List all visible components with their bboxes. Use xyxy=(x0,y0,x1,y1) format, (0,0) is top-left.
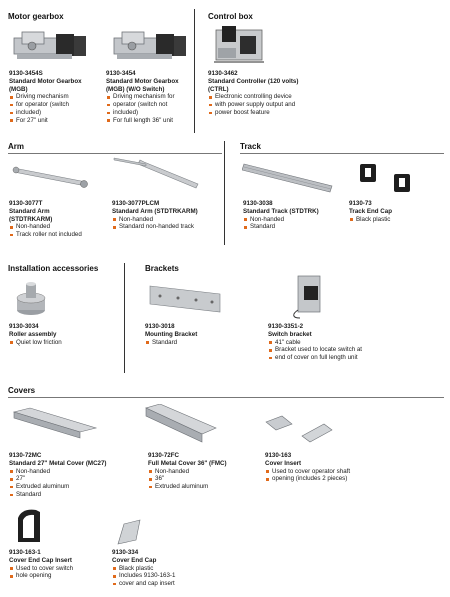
product-name: (MGB) xyxy=(9,85,28,93)
feature-list xyxy=(9,565,109,581)
product-9130-3454S xyxy=(9,70,104,125)
feature-list xyxy=(243,216,338,232)
part-number: 9130-3351-2 xyxy=(268,323,304,330)
feature-item: Bracket used to locate switch at xyxy=(268,346,418,354)
feature-list xyxy=(112,216,222,232)
section-title-brackets: Brackets xyxy=(145,264,179,273)
feature-item: Includes 9130-163-1 xyxy=(112,572,212,580)
product-9130-163-1 xyxy=(9,549,109,580)
feature-item: For full length 36" unit xyxy=(106,117,194,125)
product-9130-3351-2 xyxy=(268,323,418,362)
feature-item: included) xyxy=(9,109,104,117)
product-name: Standard 27" Metal Cover (MC27) xyxy=(9,459,107,467)
motor-gearbox-image xyxy=(12,26,92,66)
divider xyxy=(124,263,125,373)
cover-end-cap-image xyxy=(114,518,144,548)
section-title-motor-gearbox: Motor gearbox xyxy=(8,12,64,21)
part-number: 9130-3034 xyxy=(9,323,39,330)
motor-gearbox-no-switch-image xyxy=(112,26,192,66)
product-name: Track End Cap xyxy=(349,207,392,215)
product-name: Standard Motor Gearbox xyxy=(106,77,179,85)
feature-item: Extruded aluminum xyxy=(9,483,134,491)
feature-item: Quiet low friction xyxy=(9,339,109,347)
feature-list xyxy=(106,93,194,124)
feature-item: Track roller not included xyxy=(9,231,109,239)
product-9130-3077T xyxy=(9,200,109,239)
cover-insert-image xyxy=(262,414,336,444)
feature-list xyxy=(9,339,109,347)
feature-list xyxy=(145,339,245,347)
feature-item: Standard non-handed track xyxy=(112,223,222,231)
cover-end-cap-insert-image xyxy=(14,506,44,546)
part-number: 9130-3077T xyxy=(9,200,43,207)
part-number: 9130-3038 xyxy=(243,200,273,207)
section-title-control-box: Control box xyxy=(208,12,253,21)
feature-item: Used to cover operator shaft xyxy=(265,468,385,476)
feature-list xyxy=(349,216,429,224)
feature-item: with power supply output and xyxy=(208,101,348,109)
product-9130-163 xyxy=(265,452,385,483)
feature-item: Non-handed xyxy=(112,216,222,224)
product-name: Roller assembly xyxy=(9,330,57,338)
metal-cover-27-image xyxy=(10,406,100,440)
track-end-cap-image xyxy=(356,160,416,196)
feature-item: Used to cover switch xyxy=(9,565,109,573)
product-9130-3077PLCM xyxy=(112,200,222,231)
feature-item: operator (switch not xyxy=(106,101,194,109)
product-name: Cover End Cap xyxy=(112,556,157,564)
product-9130-72MC xyxy=(9,452,134,499)
divider xyxy=(194,9,195,133)
product-9130-72FC xyxy=(148,452,258,491)
feature-item: Non-handed xyxy=(9,468,134,476)
part-number: 9130-3454S xyxy=(9,70,43,77)
part-number: 9130-163-1 xyxy=(9,549,41,556)
arm-plcm-image xyxy=(110,156,200,192)
divider xyxy=(8,153,222,154)
feature-item: Black plastic xyxy=(112,565,212,573)
feature-item: Standard xyxy=(243,223,338,231)
feature-item: Extruded aluminum xyxy=(148,483,258,491)
product-name: Switch bracket xyxy=(268,330,312,338)
part-number: 9130-3018 xyxy=(145,323,175,330)
divider xyxy=(8,397,444,398)
product-9130-3018 xyxy=(145,323,245,346)
feature-item: opening (includes 2 pieces) xyxy=(265,475,385,483)
feature-item: Electronic controlling device xyxy=(208,93,348,101)
controller-image xyxy=(210,24,268,68)
part-number: 9130-73 xyxy=(349,200,372,207)
product-name: Standard Track (STDTRK) xyxy=(243,207,319,215)
feature-list xyxy=(9,93,104,124)
feature-item: Standard xyxy=(9,491,134,499)
roller-assembly-image xyxy=(14,280,48,318)
product-name: Cover End Cap Insert xyxy=(9,556,72,564)
feature-list xyxy=(148,468,258,491)
feature-list xyxy=(9,223,109,239)
product-9130-3038 xyxy=(243,200,338,231)
product-name: Standard Arm (STDTRKARM) xyxy=(112,207,198,215)
feature-item: included) xyxy=(106,109,194,117)
feature-item: Standard xyxy=(145,339,245,347)
part-number: 9130-163 xyxy=(265,452,292,459)
product-name: (CTRL) xyxy=(208,85,229,93)
mounting-bracket-image xyxy=(148,282,222,316)
part-number: 9130-3077PLCM xyxy=(112,200,160,207)
part-number: 9130-3462 xyxy=(208,70,238,77)
part-number: 9130-72MC xyxy=(9,452,42,459)
feature-item: for operator (switch xyxy=(9,101,104,109)
feature-item: 41" cable xyxy=(268,339,418,347)
feature-item: Non-handed xyxy=(243,216,338,224)
product-name: Full Metal Cover 36" (FMC) xyxy=(148,459,227,467)
feature-item: Driving mechanism for xyxy=(106,93,194,101)
section-title-covers: Covers xyxy=(8,386,36,395)
feature-list xyxy=(208,93,348,116)
feature-item: For 27" unit xyxy=(9,117,104,125)
product-9130-334 xyxy=(112,549,212,588)
product-name: Mounting Bracket xyxy=(145,330,198,338)
feature-item: Black plastic xyxy=(349,216,429,224)
part-number: 9130-3454 xyxy=(106,70,136,77)
feature-list xyxy=(112,565,212,588)
product-9130-3454 xyxy=(106,70,194,125)
part-number: 9130-72FC xyxy=(148,452,179,459)
product-name: Standard Arm xyxy=(9,207,50,215)
product-9130-73 xyxy=(349,200,429,223)
product-name: (STDTRKARM) xyxy=(9,215,53,223)
product-9130-3462 xyxy=(208,70,348,117)
feature-item: end of cover on full length unit xyxy=(268,354,418,362)
product-name: Standard Motor Gearbox xyxy=(9,77,82,85)
feature-item: hole opening xyxy=(9,572,109,580)
section-title-track: Track xyxy=(240,142,261,151)
feature-list xyxy=(268,339,418,362)
product-name: Standard Controller (120 volts) xyxy=(208,77,299,85)
divider xyxy=(240,153,444,154)
feature-item: Non-handed xyxy=(148,468,258,476)
feature-list xyxy=(265,468,385,484)
arm-image xyxy=(10,162,90,192)
section-title-arm: Arm xyxy=(8,142,25,151)
product-9130-3034 xyxy=(9,323,109,346)
section-title-installation-accessories: Installation accessories xyxy=(8,264,99,273)
feature-item: Non-handed xyxy=(9,223,109,231)
part-number: 9130-334 xyxy=(112,549,139,556)
product-name: Cover Insert xyxy=(265,459,302,467)
feature-item: 36" xyxy=(148,475,258,483)
feature-item: Driving mechanism xyxy=(9,93,104,101)
feature-item: power boost feature xyxy=(208,109,348,117)
product-name: (MGB) (W/O Switch) xyxy=(106,85,165,93)
feature-item: 27" xyxy=(9,475,134,483)
feature-item: cover and cap insert xyxy=(112,580,212,588)
feature-list xyxy=(9,468,134,499)
full-metal-cover-image xyxy=(142,404,222,444)
divider xyxy=(224,141,225,245)
switch-bracket-image xyxy=(290,272,336,320)
track-image xyxy=(242,160,334,196)
